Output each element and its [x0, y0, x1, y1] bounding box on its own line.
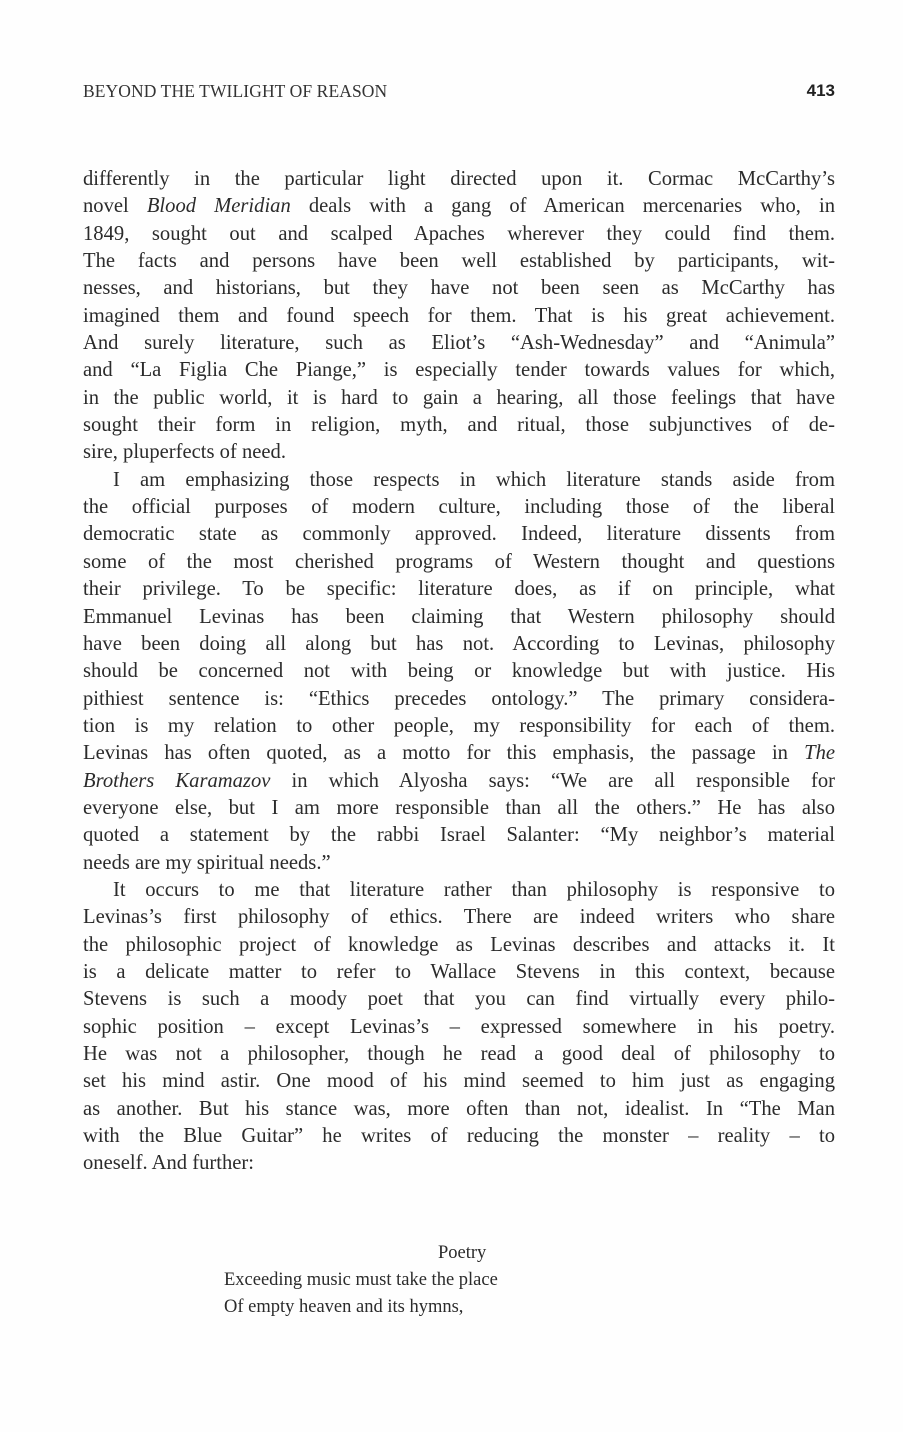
- text-segment: should be concerned not with being or knowledge but with justice. His: [83, 660, 835, 683]
- poem-line: Poetry: [438, 1243, 487, 1263]
- text-line: [83, 357, 835, 384]
- text-segment: nesses, and historians, but they have not been seen as McCarthy has: [83, 277, 835, 300]
- text-segment: Stevens is such a moody poet that you can find virtually every philo-: [83, 988, 835, 1011]
- text-segment: in which Alyosha says: “We are all responsible for: [270, 769, 835, 792]
- text-line: [83, 1096, 835, 1123]
- paragraph: [83, 166, 835, 467]
- poem-excerpt: [224, 1240, 644, 1321]
- text-line: [83, 850, 835, 877]
- text-line: [83, 740, 835, 767]
- paragraph: [83, 877, 835, 1178]
- text-line: [83, 521, 835, 548]
- text-segment: the philosophic project of knowledge as Levinas describes and attacks it. It: [83, 933, 835, 956]
- text-segment: pithiest sentence is: “Ethics precedes ontology.” The primary considera-: [83, 687, 835, 710]
- text-line: [83, 193, 835, 220]
- text-line: [83, 439, 835, 466]
- text-segment: Levinas’s first philosophy of ethics. There are indeed writers who share: [83, 906, 835, 929]
- text-line: [83, 768, 835, 795]
- text-line: [83, 658, 835, 685]
- text-segment: 1849, sought out and scalped Apaches wherever they could find them.: [83, 222, 835, 245]
- text-segment: deals with a gang of American mercenaries who, in: [290, 195, 835, 218]
- text-segment: have been doing all along but has not. According to Levinas, philosophy: [83, 632, 835, 655]
- text-line: [83, 385, 835, 412]
- text-segment: sophic position – except Levinas’s – expressed somewhere in his poetry.: [83, 1015, 835, 1038]
- text-segment: their privilege. To be specific: literature does, as if on principle, what: [83, 578, 835, 601]
- text-line: [83, 631, 835, 658]
- text-segment: and “La Figlia Che Piange,” is especially tender towards values for which,: [83, 359, 835, 382]
- text-line: [83, 904, 835, 931]
- text-segment: with the Blue Guitar” he writes of reducing the monster – reality – to: [83, 1125, 835, 1148]
- text-segment: some of the most cherished programs of Western thought and questions: [83, 550, 835, 573]
- text-line: [83, 248, 835, 275]
- text-segment: set his mind astir. One mood of his mind seemed to him just as engaging: [83, 1070, 835, 1093]
- running-head: [83, 81, 835, 105]
- text-line: [83, 959, 835, 986]
- paragraph: [83, 467, 835, 877]
- text-line: [83, 822, 835, 849]
- text-line: [83, 303, 835, 330]
- text-segment: democratic state as commonly approved. Indeed, literature dissents from: [83, 523, 835, 546]
- italic-title: Blood Meridian: [146, 195, 291, 218]
- text-segment: sire, pluperfects of need.: [83, 441, 286, 464]
- text-line: [83, 576, 835, 603]
- text-line: [83, 713, 835, 740]
- text-line: [83, 932, 835, 959]
- text-segment: differently in the particular light directed upon it. Cormac McCarthy’s: [83, 168, 835, 190]
- text-line: [83, 467, 835, 494]
- text-segment: imagined them and found speech for them. That is his great achievement.: [83, 304, 835, 327]
- text-segment: sought their form in religion, myth, and ritual, those subjunctives of de-: [83, 414, 835, 437]
- text-segment: And surely literature, such as Eliot’s “Ash-Wednesday” and “Animula”: [83, 332, 835, 355]
- text-segment: is a delicate matter to refer to Wallace Stevens in this context, because: [83, 960, 835, 983]
- poem-line: Of empty heaven and its hymns,: [224, 1297, 464, 1317]
- text-line: [83, 1068, 835, 1095]
- text-segment: Emmanuel Levinas has been claiming that Western philosophy should: [83, 605, 835, 628]
- text-segment: quoted a statement by the rabbi Israel Salanter: “My neighbor’s material: [83, 824, 835, 847]
- text-segment: needs are my spiritual needs.”: [83, 851, 331, 874]
- text-segment: novel: [83, 195, 147, 218]
- text-segment: everyone else, but I am more responsible than all the others.” He has also: [83, 796, 835, 819]
- text-line: [83, 686, 835, 713]
- page-number: 413: [806, 81, 835, 100]
- text-segment: The facts and persons have been well established by participants, wit-: [83, 250, 835, 273]
- text-segment: Levinas has often quoted, as a motto for this emphasis, the passage in: [83, 742, 805, 765]
- text-line: [83, 1123, 835, 1150]
- text-line: [83, 330, 835, 357]
- text-line: [83, 795, 835, 822]
- text-line: [83, 221, 835, 248]
- text-segment: the official purposes of modern culture, including those of the liberal: [83, 496, 835, 519]
- text-segment: I am emphasizing those respects in which literature stands aside from: [113, 468, 835, 491]
- text-line: [83, 412, 835, 439]
- italic-title: Brothers Karamazov: [83, 769, 271, 792]
- text-line: [83, 275, 835, 302]
- text-segment: as another. But his stance was, more often than not, idealist. In “The Man: [83, 1097, 835, 1120]
- running-title: BEYOND THE TWILIGHT OF REASON: [83, 81, 388, 101]
- text-segment: tion is my relation to other people, my responsibility for each of them.: [83, 714, 835, 737]
- text-line: [83, 494, 835, 521]
- text-line: [83, 986, 835, 1013]
- text-line: [83, 1150, 835, 1177]
- text-line: [83, 166, 835, 193]
- body-text: [83, 166, 835, 1178]
- text-line: [83, 877, 835, 904]
- italic-title: The: [804, 742, 835, 765]
- text-line: [83, 604, 835, 631]
- text-segment: oneself. And further:: [83, 1152, 254, 1175]
- text-line: [83, 549, 835, 576]
- text-line: [83, 1041, 835, 1068]
- text-segment: He was not a philosopher, though he read a good deal of philosophy to: [83, 1043, 835, 1065]
- text-segment: in the public world, it is hard to gain a hearing, all those feelings that have: [83, 386, 835, 409]
- text-line: [83, 1014, 835, 1041]
- poem-line: Exceeding music must take the place: [224, 1270, 498, 1290]
- text-segment: It occurs to me that literature rather than philosophy is responsive to: [113, 878, 835, 901]
